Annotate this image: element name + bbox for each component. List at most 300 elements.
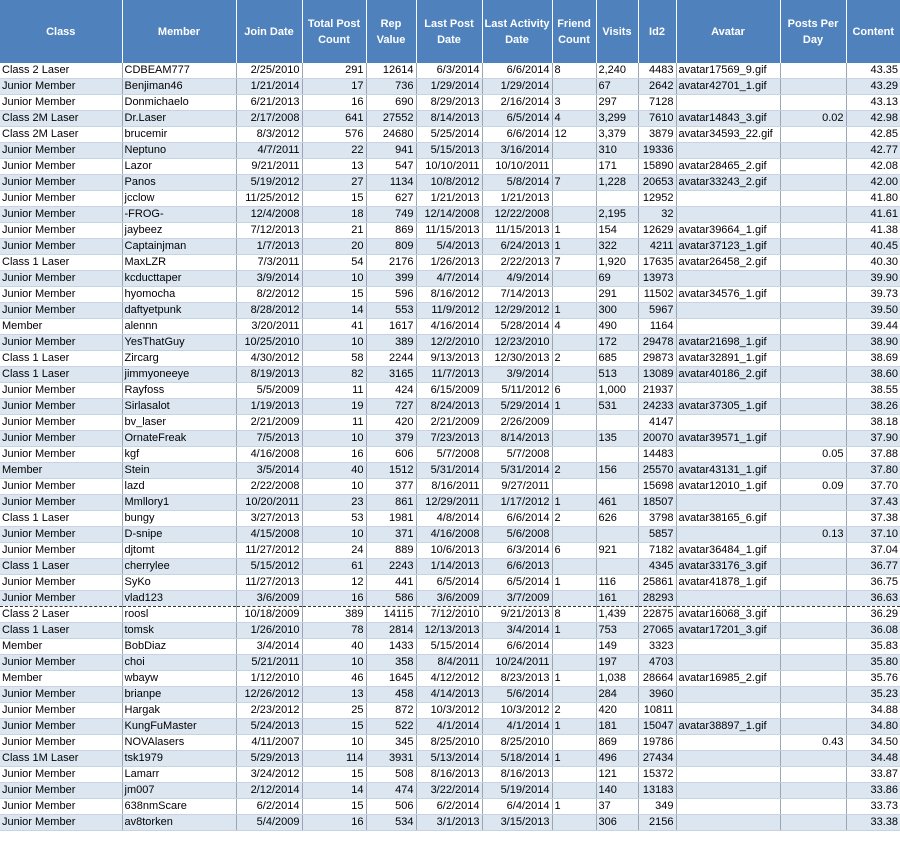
table-cell[interactable]: 531 [596,399,638,415]
table-cell[interactable]: 508 [366,767,416,783]
table-cell[interactable] [676,447,780,463]
table-cell[interactable]: 2243 [366,559,416,575]
table-cell[interactable]: 420 [596,703,638,719]
table-cell[interactable]: 2/21/2009 [416,415,482,431]
table-cell[interactable]: 1,920 [596,255,638,271]
table-cell[interactable] [552,335,596,351]
table-cell[interactable]: 36.29 [846,607,900,623]
table-cell[interactable]: 3165 [366,367,416,383]
table-cell[interactable]: 1645 [366,671,416,687]
table-cell[interactable] [780,399,846,415]
table-cell[interactable] [780,687,846,703]
table-cell[interactable]: djtomt [122,543,236,559]
table-cell[interactable] [552,271,596,287]
table-cell[interactable]: 135 [596,431,638,447]
table-cell[interactable] [780,351,846,367]
table-cell[interactable] [780,239,846,255]
table-cell[interactable]: 6/6/2014 [482,63,552,79]
table-cell[interactable] [596,415,638,431]
table-cell[interactable]: 3/5/2014 [236,463,302,479]
table-cell[interactable]: 4/7/2014 [416,271,482,287]
column-header[interactable]: Member [122,0,236,63]
table-cell[interactable]: 1 [552,575,596,591]
table-cell[interactable]: 4/16/2014 [416,319,482,335]
table-cell[interactable]: Junior Member [0,431,122,447]
table-cell[interactable]: Junior Member [0,655,122,671]
table-cell[interactable]: 4147 [638,415,676,431]
table-cell[interactable]: 38.90 [846,335,900,351]
table-cell[interactable] [780,575,846,591]
table-cell[interactable]: 10 [302,271,366,287]
table-cell[interactable]: 297 [596,95,638,111]
table-cell[interactable]: 2,195 [596,207,638,223]
table-cell[interactable]: 8/28/2012 [236,303,302,319]
table-cell[interactable]: 5/28/2014 [482,319,552,335]
table-cell[interactable]: 1,228 [596,175,638,191]
table-cell[interactable]: 12/4/2008 [236,207,302,223]
table-cell[interactable]: 6/5/2014 [416,575,482,591]
table-cell[interactable]: 5/31/2014 [482,463,552,479]
table-cell[interactable]: 809 [366,239,416,255]
table-cell[interactable] [780,175,846,191]
column-header[interactable]: Id2 [638,0,676,63]
table-cell[interactable]: 284 [596,687,638,703]
table-cell[interactable]: 522 [366,719,416,735]
table-cell[interactable]: 3/15/2013 [482,815,552,831]
table-cell[interactable]: 8/19/2013 [236,367,302,383]
table-row[interactable] [0,383,900,399]
table-cell[interactable]: jaybeez [122,223,236,239]
table-cell[interactable]: 58 [302,351,366,367]
table-row[interactable] [0,543,900,559]
table-cell[interactable]: 42.00 [846,175,900,191]
table-cell[interactable]: 753 [596,623,638,639]
table-cell[interactable]: Junior Member [0,143,122,159]
table-cell[interactable]: 3/6/2009 [236,591,302,607]
table-cell[interactable]: 291 [596,287,638,303]
table-cell[interactable]: 3/24/2012 [236,767,302,783]
table-cell[interactable]: 2/25/2010 [236,63,302,79]
table-cell[interactable]: 6/6/2014 [482,639,552,655]
table-cell[interactable]: Member [0,671,122,687]
table-cell[interactable]: 8/3/2012 [236,127,302,143]
table-row[interactable] [0,495,900,511]
table-cell[interactable] [552,735,596,751]
table-cell[interactable]: 19786 [638,735,676,751]
table-cell[interactable]: MaxLZR [122,255,236,271]
table-cell[interactable]: 6/4/2014 [482,799,552,815]
table-cell[interactable]: 1,000 [596,383,638,399]
table-cell[interactable]: kgf [122,447,236,463]
table-cell[interactable]: Junior Member [0,287,122,303]
table-cell[interactable]: avatar16985_2.gif [676,671,780,687]
column-header[interactable]: Class [0,0,122,63]
table-cell[interactable]: 586 [366,591,416,607]
table-row[interactable] [0,159,900,175]
table-row[interactable] [0,191,900,207]
table-row[interactable] [0,319,900,335]
table-cell[interactable]: 116 [596,575,638,591]
table-cell[interactable]: 2814 [366,623,416,639]
column-header[interactable]: Total Post Count [302,0,366,63]
table-cell[interactable]: Junior Member [0,159,122,175]
table-cell[interactable]: 5/8/2014 [482,175,552,191]
table-cell[interactable]: 37.90 [846,431,900,447]
table-cell[interactable]: 36.08 [846,623,900,639]
table-cell[interactable]: av8torken [122,815,236,831]
table-cell[interactable]: choi [122,655,236,671]
table-cell[interactable]: 941 [366,143,416,159]
table-cell[interactable]: Mmllory1 [122,495,236,511]
table-cell[interactable]: 18507 [638,495,676,511]
table-cell[interactable]: 0.13 [780,527,846,543]
table-cell[interactable]: 5/18/2014 [482,751,552,767]
table-cell[interactable]: 12/13/2013 [416,623,482,639]
column-header[interactable]: Visits [596,0,638,63]
table-cell[interactable]: 42.77 [846,143,900,159]
table-cell[interactable]: 8/16/2013 [416,767,482,783]
table-cell[interactable]: 34.88 [846,703,900,719]
table-cell[interactable]: CDBEAM777 [122,63,236,79]
table-cell[interactable]: 1 [552,799,596,815]
table-cell[interactable]: 13 [302,159,366,175]
table-cell[interactable]: 727 [366,399,416,415]
table-cell[interactable] [676,751,780,767]
table-cell[interactable]: 41.80 [846,191,900,207]
table-cell[interactable]: 506 [366,799,416,815]
table-cell[interactable]: 1/19/2013 [236,399,302,415]
table-cell[interactable]: 42.85 [846,127,900,143]
table-cell[interactable]: 4/12/2012 [416,671,482,687]
table-cell[interactable]: 22 [302,143,366,159]
table-row[interactable] [0,799,900,815]
table-cell[interactable]: 3/7/2009 [482,591,552,607]
table-row[interactable] [0,127,900,143]
table-cell[interactable]: Captainjman [122,239,236,255]
table-cell[interactable]: avatar41878_1.gif [676,575,780,591]
table-row[interactable] [0,223,900,239]
table-cell[interactable]: 5/29/2013 [236,751,302,767]
table-cell[interactable]: 34.48 [846,751,900,767]
table-cell[interactable]: Class 1 Laser [0,367,122,383]
table-row[interactable] [0,559,900,575]
table-cell[interactable]: 4/16/2008 [236,447,302,463]
table-cell[interactable]: 14 [302,783,366,799]
table-cell[interactable]: Junior Member [0,191,122,207]
table-cell[interactable]: 3879 [638,127,676,143]
table-cell[interactable]: 3/16/2014 [482,143,552,159]
table-cell[interactable]: 1/7/2013 [236,239,302,255]
table-cell[interactable]: 5/5/2009 [236,383,302,399]
table-cell[interactable]: 8/14/2013 [482,431,552,447]
table-cell[interactable]: 6/2/2014 [236,799,302,815]
table-cell[interactable]: 4/11/2007 [236,735,302,751]
table-cell[interactable]: 40 [302,639,366,655]
table-cell[interactable]: 7128 [638,95,676,111]
table-cell[interactable]: 27 [302,175,366,191]
table-cell[interactable] [780,159,846,175]
table-cell[interactable]: jm007 [122,783,236,799]
table-cell[interactable] [780,415,846,431]
table-row[interactable] [0,111,900,127]
table-cell[interactable]: 16 [302,591,366,607]
table-cell[interactable]: 1 [552,399,596,415]
table-cell[interactable]: 10/10/2011 [482,159,552,175]
table-cell[interactable]: avatar37123_1.gif [676,239,780,255]
table-cell[interactable]: 10 [302,655,366,671]
table-cell[interactable]: avatar40186_2.gif [676,367,780,383]
table-row[interactable] [0,671,900,687]
table-cell[interactable]: 38.60 [846,367,900,383]
table-cell[interactable]: 1/26/2013 [416,255,482,271]
table-cell[interactable]: 2/16/2014 [482,95,552,111]
table-cell[interactable] [676,639,780,655]
table-cell[interactable]: avatar39571_1.gif [676,431,780,447]
table-cell[interactable]: 1 [552,751,596,767]
table-cell[interactable]: 1617 [366,319,416,335]
table-cell[interactable] [780,671,846,687]
table-cell[interactable]: 1/21/2013 [416,191,482,207]
table-cell[interactable]: 6/6/2013 [482,559,552,575]
table-cell[interactable] [552,767,596,783]
table-cell[interactable]: 24 [302,543,366,559]
table-cell[interactable]: 8/25/2010 [416,735,482,751]
table-cell[interactable]: 6 [552,383,596,399]
table-cell[interactable]: 8/2/2012 [236,287,302,303]
table-cell[interactable]: bv_laser [122,415,236,431]
table-cell[interactable]: 43.29 [846,79,900,95]
table-cell[interactable]: Junior Member [0,335,122,351]
table-cell[interactable]: 627 [366,191,416,207]
table-cell[interactable] [780,511,846,527]
table-cell[interactable]: alennn [122,319,236,335]
table-cell[interactable]: avatar34576_1.gif [676,287,780,303]
table-cell[interactable]: 6/6/2014 [482,511,552,527]
table-cell[interactable]: 4/9/2014 [482,271,552,287]
table-cell[interactable]: avatar16068_3.gif [676,607,780,623]
table-cell[interactable]: 37.04 [846,543,900,559]
table-cell[interactable] [780,335,846,351]
table-cell[interactable]: 5/15/2013 [416,143,482,159]
table-cell[interactable]: 161 [596,591,638,607]
table-cell[interactable]: 7/5/2013 [236,431,302,447]
table-cell[interactable]: 3/4/2014 [236,639,302,655]
table-cell[interactable]: 1,038 [596,671,638,687]
table-cell[interactable] [676,815,780,831]
table-cell[interactable]: 872 [366,703,416,719]
table-cell[interactable]: 37.80 [846,463,900,479]
table-cell[interactable] [552,431,596,447]
table-cell[interactable]: 10 [302,735,366,751]
table-cell[interactable]: 13 [302,687,366,703]
table-cell[interactable]: 7/23/2013 [416,431,482,447]
table-cell[interactable]: SyKo [122,575,236,591]
table-cell[interactable]: 3/22/2014 [416,783,482,799]
table-cell[interactable]: 37.88 [846,447,900,463]
table-cell[interactable]: Junior Member [0,703,122,719]
table-cell[interactable] [780,463,846,479]
table-row[interactable] [0,639,900,655]
table-cell[interactable]: 547 [366,159,416,175]
table-cell[interactable] [780,607,846,623]
table-cell[interactable]: 67 [596,79,638,95]
table-cell[interactable]: 461 [596,495,638,511]
table-cell[interactable]: Junior Member [0,271,122,287]
table-cell[interactable]: Class 1 Laser [0,511,122,527]
table-cell[interactable]: 1/12/2010 [236,671,302,687]
table-cell[interactable]: 20070 [638,431,676,447]
table-cell[interactable]: 5/4/2013 [416,239,482,255]
table-cell[interactable]: 1/29/2014 [482,79,552,95]
table-cell[interactable]: 389 [366,335,416,351]
table-cell[interactable]: 22875 [638,607,676,623]
table-cell[interactable]: 4/14/2013 [416,687,482,703]
table-cell[interactable] [780,143,846,159]
table-cell[interactable]: 27065 [638,623,676,639]
table-cell[interactable]: 38.69 [846,351,900,367]
table-cell[interactable] [780,287,846,303]
table-cell[interactable]: cherrylee [122,559,236,575]
table-cell[interactable]: Lazor [122,159,236,175]
table-cell[interactable]: 345 [366,735,416,751]
table-cell[interactable]: Panos [122,175,236,191]
table-cell[interactable] [780,255,846,271]
table-cell[interactable]: 2/17/2008 [236,111,302,127]
table-cell[interactable]: 28293 [638,591,676,607]
table-cell[interactable]: 2/23/2012 [236,703,302,719]
table-cell[interactable] [552,415,596,431]
table-cell[interactable]: lazd [122,479,236,495]
table-cell[interactable]: D-snipe [122,527,236,543]
table-cell[interactable]: 5/29/2014 [482,399,552,415]
table-cell[interactable] [780,79,846,95]
table-cell[interactable] [780,367,846,383]
table-cell[interactable]: 78 [302,623,366,639]
table-cell[interactable]: 82 [302,367,366,383]
table-row[interactable] [0,479,900,495]
table-cell[interactable]: 0.05 [780,447,846,463]
table-cell[interactable]: 12 [552,127,596,143]
table-cell[interactable] [780,639,846,655]
table-row[interactable] [0,63,900,79]
table-cell[interactable] [552,687,596,703]
table-cell[interactable]: Member [0,463,122,479]
table-cell[interactable]: 4/1/2014 [482,719,552,735]
table-cell[interactable]: 69 [596,271,638,287]
table-cell[interactable]: 33.87 [846,767,900,783]
table-cell[interactable]: 4703 [638,655,676,671]
table-cell[interactable]: 14115 [366,607,416,623]
table-cell[interactable]: vlad123 [122,591,236,607]
table-cell[interactable]: 11/27/2013 [236,575,302,591]
table-cell[interactable]: 27434 [638,751,676,767]
table-cell[interactable]: 5967 [638,303,676,319]
table-row[interactable] [0,719,900,735]
table-cell[interactable]: 2 [552,511,596,527]
table-cell[interactable] [780,207,846,223]
table-cell[interactable] [676,527,780,543]
table-cell[interactable] [596,447,638,463]
table-cell[interactable]: 2 [552,463,596,479]
table-cell[interactable]: 8/29/2013 [416,95,482,111]
table-cell[interactable]: 23 [302,495,366,511]
table-cell[interactable]: 5/6/2014 [482,687,552,703]
table-cell[interactable]: jimmyoneeye [122,367,236,383]
table-cell[interactable] [780,191,846,207]
table-cell[interactable]: 43.35 [846,63,900,79]
column-header[interactable]: Posts Per Day [780,0,846,63]
table-cell[interactable]: 11/27/2012 [236,543,302,559]
table-cell[interactable]: 9/27/2011 [482,479,552,495]
table-cell[interactable]: Class 1 Laser [0,623,122,639]
table-cell[interactable]: 5/4/2009 [236,815,302,831]
table-cell[interactable] [780,703,846,719]
table-cell[interactable]: 8 [552,607,596,623]
table-cell[interactable]: 1 [552,623,596,639]
table-cell[interactable]: Junior Member [0,303,122,319]
table-cell[interactable]: bungy [122,511,236,527]
table-cell[interactable]: 441 [366,575,416,591]
table-cell[interactable]: 869 [596,735,638,751]
table-cell[interactable] [780,271,846,287]
table-cell[interactable] [596,479,638,495]
table-cell[interactable]: 172 [596,335,638,351]
table-row[interactable] [0,143,900,159]
table-cell[interactable]: 553 [366,303,416,319]
table-cell[interactable]: 41.61 [846,207,900,223]
table-cell[interactable]: 28664 [638,671,676,687]
table-cell[interactable]: 27552 [366,111,416,127]
table-cell[interactable]: 3/27/2013 [236,511,302,527]
table-cell[interactable]: 14 [302,303,366,319]
table-cell[interactable]: Class 1 Laser [0,559,122,575]
table-cell[interactable]: 496 [596,751,638,767]
table-cell[interactable]: avatar28465_2.gif [676,159,780,175]
table-cell[interactable]: 53 [302,511,366,527]
table-cell[interactable]: 12629 [638,223,676,239]
table-cell[interactable]: 1 [552,223,596,239]
table-cell[interactable]: 1 [552,671,596,687]
table-cell[interactable]: 29478 [638,335,676,351]
table-cell[interactable]: 5/13/2014 [416,751,482,767]
table-cell[interactable]: 4483 [638,63,676,79]
table-cell[interactable]: Junior Member [0,95,122,111]
table-cell[interactable]: 35.83 [846,639,900,655]
table-cell[interactable] [552,815,596,831]
table-cell[interactable]: 37.38 [846,511,900,527]
table-cell[interactable]: 10 [302,431,366,447]
table-cell[interactable]: Junior Member [0,767,122,783]
table-cell[interactable]: 736 [366,79,416,95]
table-cell[interactable]: 606 [366,447,416,463]
table-cell[interactable]: 33.86 [846,783,900,799]
table-cell[interactable]: 41.38 [846,223,900,239]
table-cell[interactable]: 306 [596,815,638,831]
table-cell[interactable]: 1/21/2014 [236,79,302,95]
table-cell[interactable]: 3323 [638,639,676,655]
table-cell[interactable]: 11 [302,415,366,431]
table-cell[interactable]: 19 [302,399,366,415]
table-cell[interactable]: 458 [366,687,416,703]
table-cell[interactable]: avatar39664_1.gif [676,223,780,239]
table-cell[interactable]: 1433 [366,639,416,655]
table-cell[interactable]: 38.55 [846,383,900,399]
table-cell[interactable]: 4/30/2012 [236,351,302,367]
table-cell[interactable]: 2 [552,351,596,367]
table-row[interactable] [0,511,900,527]
table-cell[interactable] [676,591,780,607]
table-cell[interactable]: 11/9/2012 [416,303,482,319]
